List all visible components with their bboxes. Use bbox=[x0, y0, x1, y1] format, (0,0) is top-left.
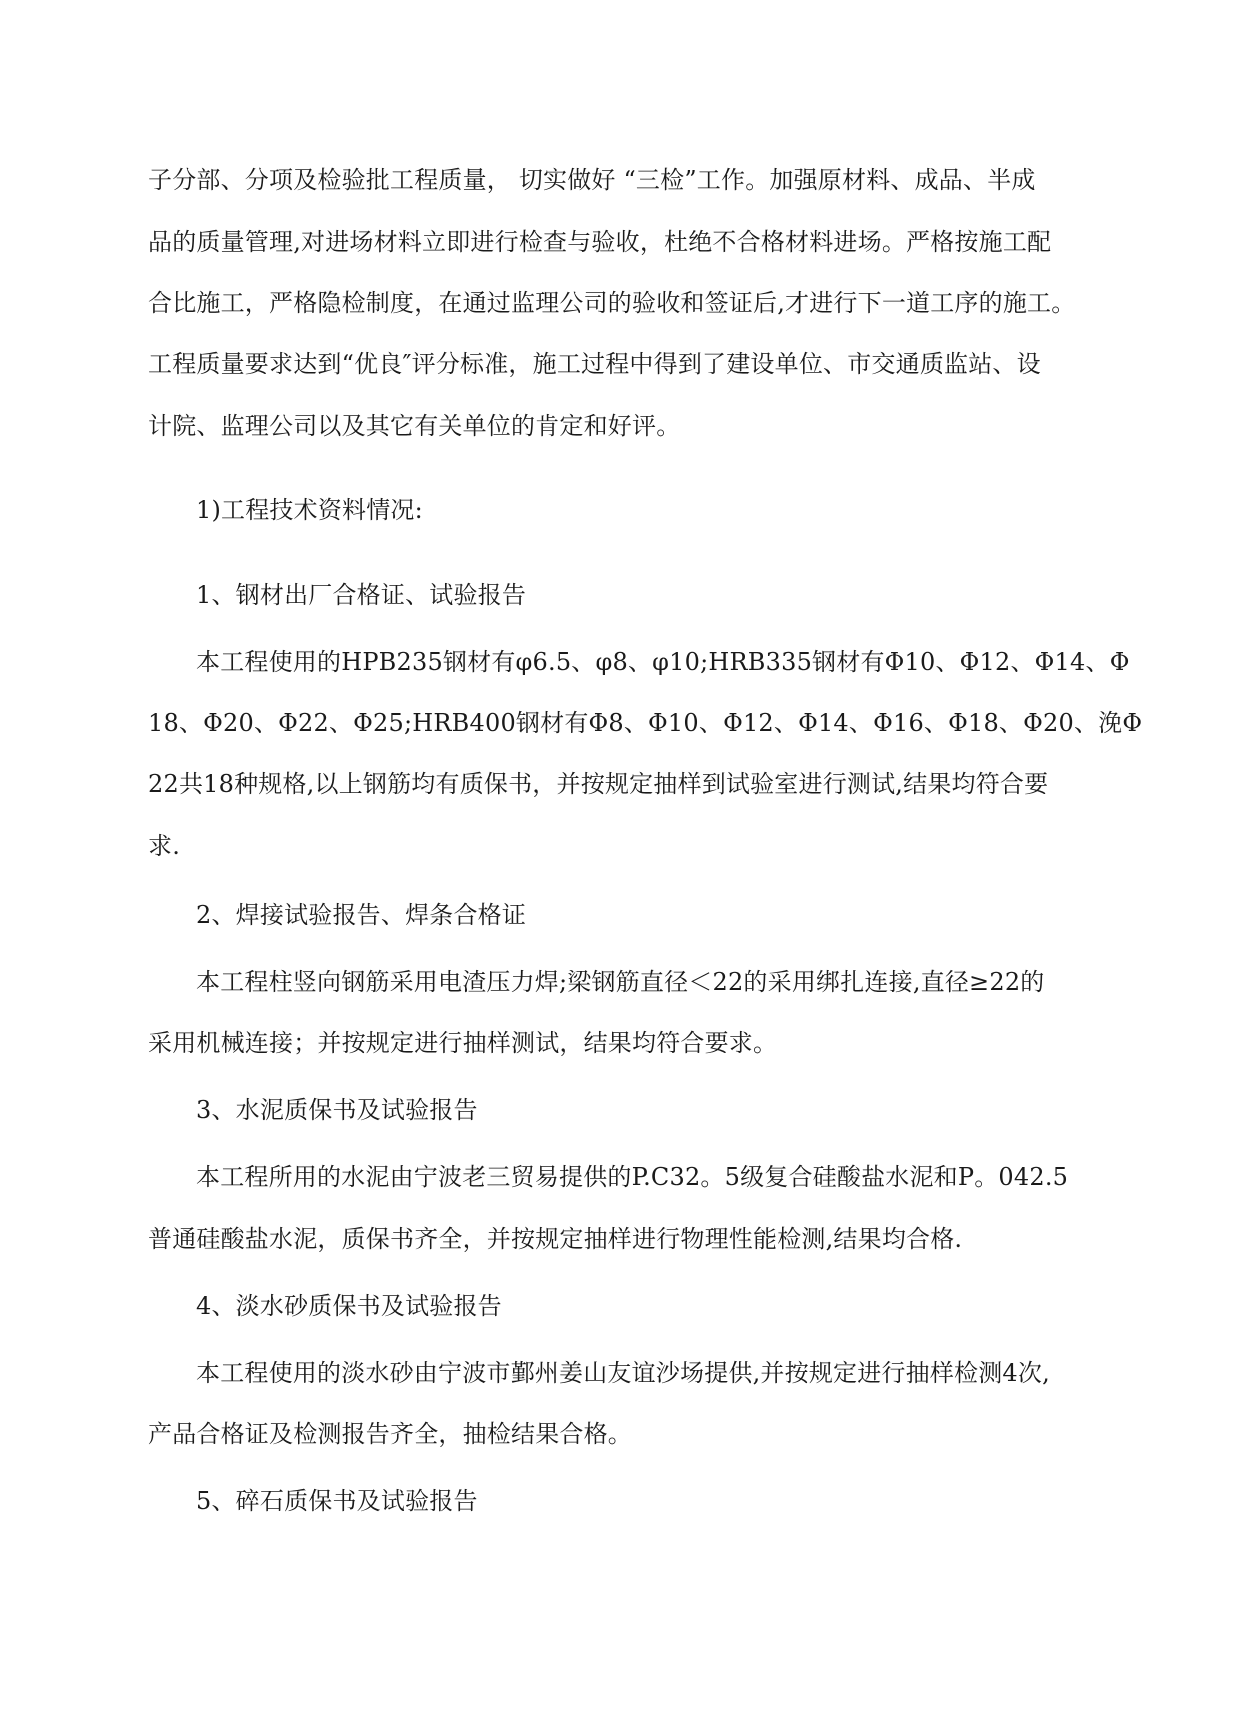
paragraph-line: 普通硅酸盐水泥，质保书齐全，并按规定抽样进行物理性能检测,结果均合格. bbox=[148, 1225, 963, 1253]
subsection-heading: 2、焊接试验报告、焊条合格证 bbox=[196, 901, 527, 929]
paragraph-line: 本工程柱竖向钢筋采用电渣压力焊;梁钢筋直径＜22的采用绑扎连接,直径≥22的 bbox=[196, 968, 1045, 996]
paragraph-line: 计院、监理公司以及其它有关单位的肯定和好评。 bbox=[148, 412, 681, 440]
paragraph-line: 子分部、分项及检验批工程质量， 切实做好 “三检”工作。加强原材料、成品、半成 bbox=[148, 166, 1036, 194]
subsection-heading: 3、水泥质保书及试验报告 bbox=[196, 1096, 478, 1124]
paragraph-line: 合比施工，严格隐检制度，在通过监理公司的验收和签证后,才进行下一道工序的施工。 bbox=[148, 289, 1076, 317]
paragraph-line: 22共18种规格,以上钢筋均有质保书，并按规定抽样到试验室进行测试,结果均符合要 bbox=[148, 770, 1049, 798]
paragraph-line: 本工程使用的淡水砂由宁波市鄞州姜山友谊沙场提供,并按规定进行抽样检测4次, bbox=[196, 1359, 1050, 1387]
paragraph-line: 工程质量要求达到“优良″评分标准，施工过程中得到了建设单位、市交通质监站、设 bbox=[148, 350, 1041, 378]
paragraph-line: 求. bbox=[148, 832, 181, 860]
subsection-heading: 4、淡水砂质保书及试验报告 bbox=[196, 1292, 502, 1320]
paragraph-line: 采用机械连接；并按规定进行抽样测试，结果均符合要求。 bbox=[148, 1029, 778, 1057]
paragraph-line: 18、Φ20、Φ22、Φ25;HRB400钢材有Φ8、Φ10、Φ12、Φ14、Φ16、Φ18、Φ20、浼Φ bbox=[148, 709, 1143, 737]
subsection-heading: 5、碎石质保书及试验报告 bbox=[196, 1487, 478, 1515]
paragraph-line: 本工程所用的水泥由宁波老三贸易提供的P.C32。5级复合硅酸盐水泥和P。042.5 bbox=[196, 1163, 1069, 1191]
paragraph-line: 品的质量管理,对进场材料立即进行检查与验收，杜绝不合格材料进场。严格按施工配 bbox=[148, 228, 1052, 256]
section-heading: 1)工程技术资料情况: bbox=[196, 496, 423, 524]
subsection-heading: 1、钢材出厂合格证、试验报告 bbox=[196, 581, 527, 609]
paragraph-line: 产品合格证及检测报告齐全，抽检结果合格。 bbox=[148, 1420, 632, 1448]
paragraph-line: 本工程使用的HPB235钢材有φ6.5、φ8、φ10;HRB335钢材有Φ10、Φ12、Φ14、Φ bbox=[196, 648, 1130, 676]
